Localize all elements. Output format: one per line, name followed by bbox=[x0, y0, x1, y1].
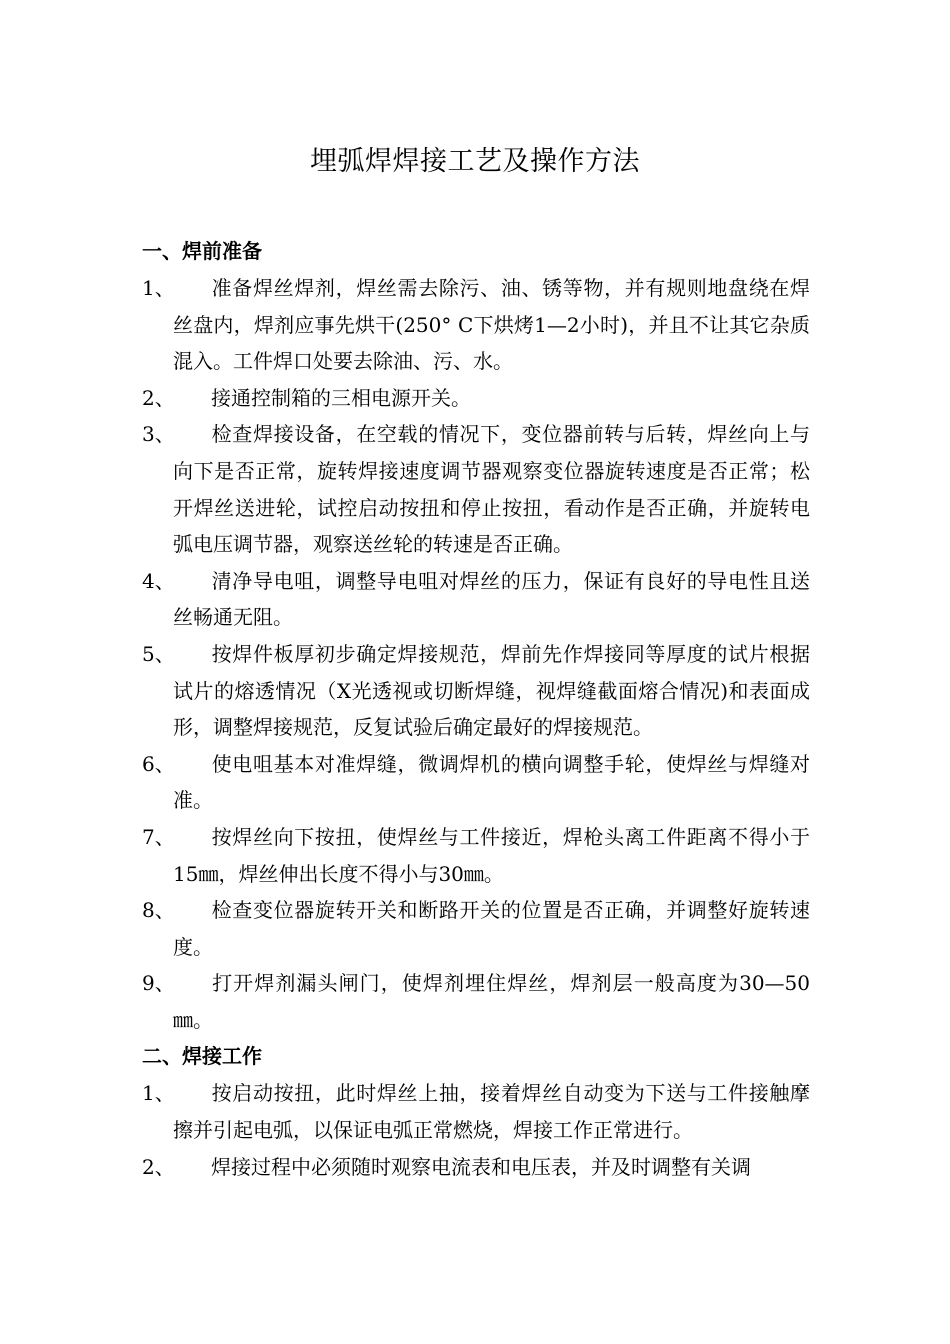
item-number: 2、 bbox=[142, 1154, 175, 1179]
item-text: 准备焊丝焊剂，焊丝需去除污、油、锈等物，并有规则地盘绕在焊丝盘内，焊剂应事先烘干(250° C下烘烤1—2小时)，并且不让其它杂质混入。工件焊口处要去除油、污、水。 bbox=[173, 276, 810, 374]
item-number: 9、 bbox=[142, 971, 175, 996]
item-number: 7、 bbox=[142, 824, 175, 849]
item-text: 检查变位器旋转开关和断路开关的位置是否正确，并调整好旋转速度。 bbox=[173, 898, 810, 959]
item-text: 清净导电咀，调整导电咀对焊丝的压力，保证有良好的导电性且送丝畅通无阻。 bbox=[173, 568, 810, 630]
item-number: 2、 bbox=[142, 385, 175, 410]
section-heading: 一、焊前准备 bbox=[142, 239, 262, 263]
list-item bbox=[142, 270, 810, 380]
list-item bbox=[142, 746, 810, 819]
item-text: 按焊件板厚初步确定焊接规范，焊前先作焊接同等厚度的试片根据试片的熔透情况（X光透视或切断焊缝，视焊缝截面熔合情况)和表面成形，调整焊接规范，反复试验后确定最好的焊接规范。 bbox=[173, 641, 810, 740]
item-text: 按启动按扭，此时焊丝上抽，接着焊丝自动变为下送与工件接触摩擦并引起电弧，以保证电弧正常燃烧，焊接工作正常进行。 bbox=[173, 1081, 810, 1143]
item-number: 1、 bbox=[142, 276, 175, 300]
list-item bbox=[142, 1149, 810, 1186]
section-welding-work bbox=[142, 1038, 810, 1185]
page-title: 埋弧焊焊接工艺及操作方法 bbox=[310, 146, 640, 177]
list-item bbox=[142, 563, 810, 636]
item-text: 接通控制箱的三相电源开关。 bbox=[211, 385, 471, 410]
list-item bbox=[142, 965, 810, 1038]
list-item bbox=[142, 1075, 810, 1148]
list-item bbox=[142, 636, 810, 746]
item-text: 按焊丝向下按扭，使焊丝与工件接近，焊枪头离工件距离不得小于15㎜，焊丝伸出长度不得小与30㎜。 bbox=[173, 824, 810, 886]
item-number: 3、 bbox=[142, 422, 175, 447]
item-text: 打开焊剂漏头闸门，使焊剂埋住焊丝，焊剂层一般高度为30—50㎜。 bbox=[173, 971, 810, 1032]
section-heading: 二、焊接工作 bbox=[142, 1044, 262, 1069]
section-pre-welding bbox=[142, 233, 810, 1038]
item-number: 6、 bbox=[142, 751, 175, 776]
list-item bbox=[142, 892, 810, 965]
item-number: 8、 bbox=[142, 898, 175, 923]
item-number: 5、 bbox=[142, 641, 175, 666]
item-number: 4、 bbox=[142, 568, 175, 593]
item-number: 1、 bbox=[142, 1081, 175, 1106]
list-item bbox=[142, 380, 810, 417]
list-item bbox=[142, 416, 810, 562]
item-text: 使电咀基本对准焊缝，微调焊机的横向调整手轮，使焊丝与焊缝对准。 bbox=[173, 751, 810, 813]
item-text: 检查焊接设备，在空载的情况下，变位器前转与后转，焊丝向上与向下是否正常，旋转焊接速度调节器观察变位器旋转速度是否正常；松开焊丝送进轮，试控启动按扭和停止按扭，看动作是否正确，并旋转电弧电压调节器，观察送丝轮的转速是否正确。 bbox=[173, 422, 810, 557]
list-item bbox=[142, 819, 810, 892]
document-body bbox=[142, 233, 810, 1185]
item-text: 焊接过程中必须随时观察电流表和电压表，并及时调整有关调 bbox=[211, 1154, 751, 1179]
